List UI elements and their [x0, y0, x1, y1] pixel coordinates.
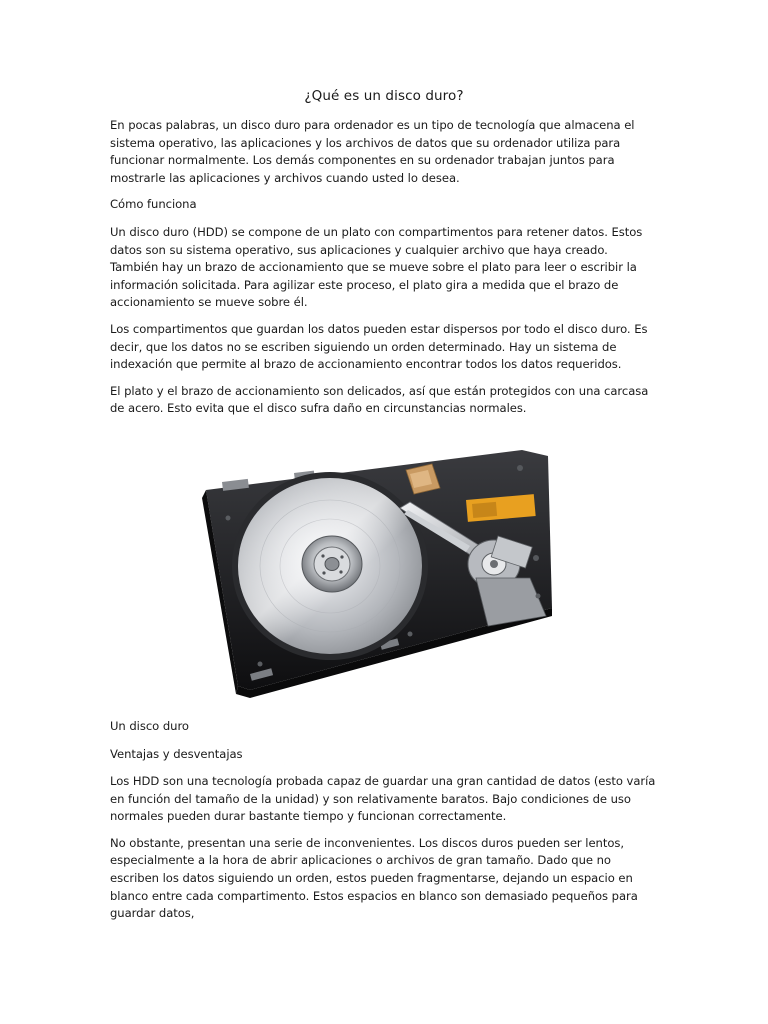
spindle-hub [302, 536, 362, 592]
paragraph-intro: En pocas palabras, un disco duro para ordenador es un tipo de tecnología que almacena el sistema operativo, las aplicaciones y los archivos de datos que su ordenador utiliza para funcionar normalmente. Los demás componentes en su ordenador trabajan juntos para mostrarle las aplicaciones y archivos cuando usted lo desea. [110, 118, 635, 185]
figure-caption: Un disco duro [110, 718, 189, 733]
hard-drive-illustration [110, 428, 658, 704]
paragraph-disadvantages: No obstante, presentan una serie de inconvenientes. Los discos duros pueden ser lentos, especialmente a la hora de abrir aplicaciones o archivos de gran tamaño. Dado que no escriben los datos siguiendo un orden, estos pueden fragmentarse, dejando un espacio en blanco entre cada compartimento. Estos espacios en blanco son demasiado pequeños para guardar datos, [110, 835, 638, 921]
hard-drive-image [110, 428, 658, 704]
heading-como-funciona: Cómo funciona [110, 197, 197, 212]
paragraph-steel-casing: El plato y el brazo de accionamiento son delicados, así que están protegidos con una carcasa de acero. Esto evita que el disco sufra daño en circunstancias normales. [110, 383, 649, 416]
heading-ventajas: Ventajas y desventajas [110, 746, 243, 761]
paragraph-hdd-components: Un disco duro (HDD) se compone de un plato con compartimentos para retener datos. Estos datos son su sistema operativo, sus aplicaciones y cualquier archivo que haya creado. También hay un brazo de accionamiento que se mueve sobre el plato para leer o escribir la información solicitada. Para agilizar este proceso, el plato gira a medida que el brazo de accionamiento se mueve sobre él. [110, 224, 643, 310]
paragraph-data-compartments: Los compartimentos que guardan los datos pueden estar dispersos por todo el disco duro. Es decir, que los datos no se escriben siguiendo un orden determinado. Hay un sistema de indexación que permite al brazo de accionamiento encontrar todos los datos requeridos. [110, 321, 648, 372]
paragraph-advantages: Los HDD son una tecnología probada capaz de guardar una gran cantidad de datos (esto varía en función del tamaño de la unidad) y son relativamente baratos. Bajo condiciones de uso normales pueden durar bastante tiempo y funcionan correctamente. [110, 774, 656, 824]
document-title: ¿Qué es un disco duro? [304, 88, 464, 104]
document-body [110, 88, 658, 932]
